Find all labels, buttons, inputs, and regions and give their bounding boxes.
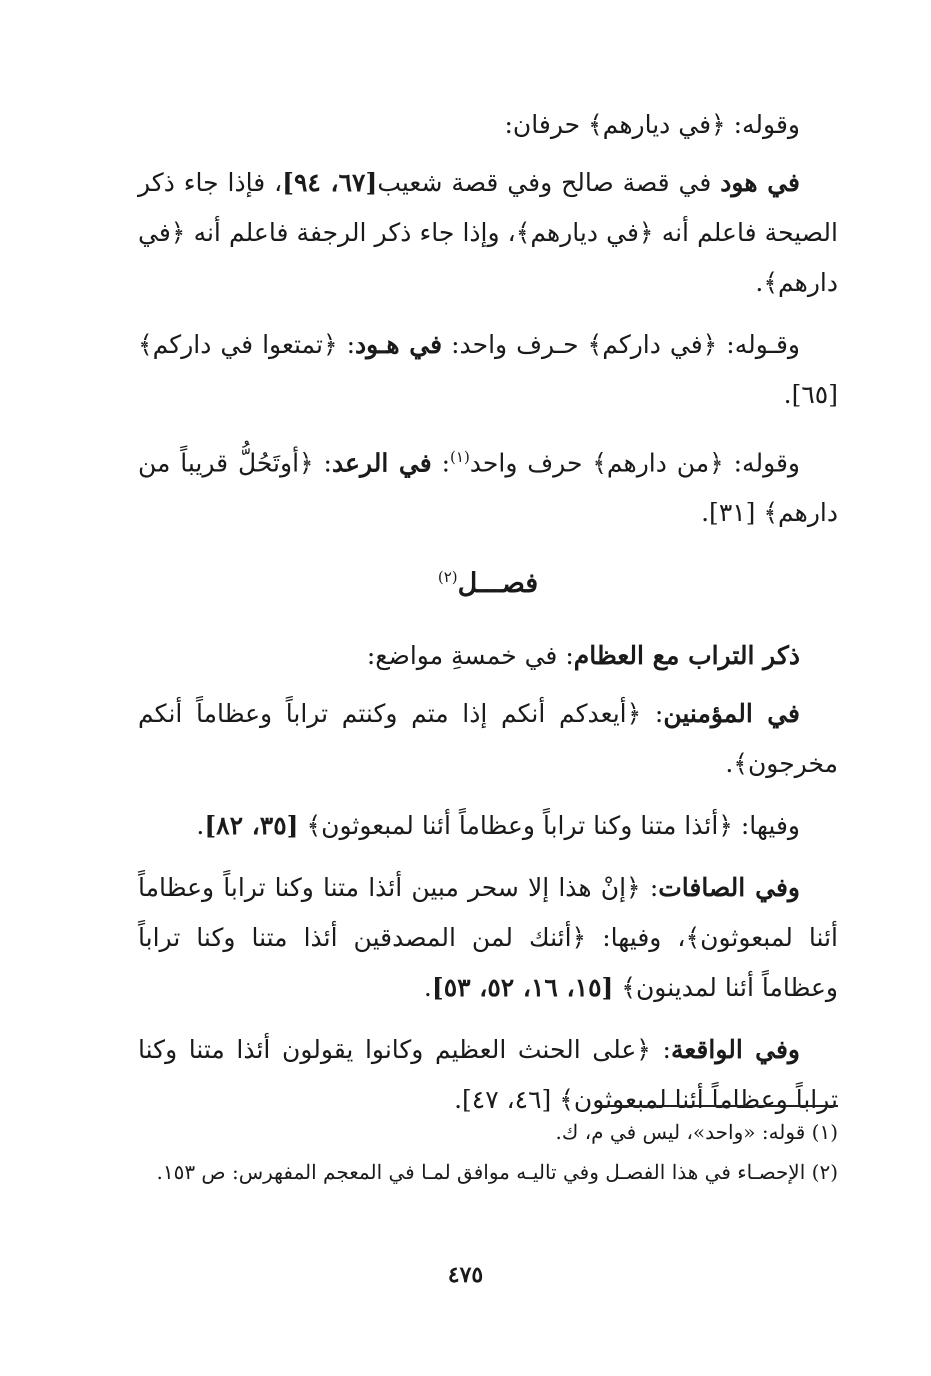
bold-text: ذكر التراب مع العظام xyxy=(573,641,800,671)
paragraph-p3 xyxy=(138,320,838,420)
bold-text: في هود xyxy=(720,168,800,197)
bold-text: [١٥، ١٦، ٥٢، ٥٣] xyxy=(431,973,614,1003)
heading-text: فصـــل xyxy=(457,568,539,600)
bold-text: [٦٧، ٩٤] xyxy=(282,168,378,197)
footnote-1: (١) قوله: «واحد»، ليس في م، ك. xyxy=(555,1120,838,1144)
paragraph-p4 xyxy=(138,432,838,538)
text-segment: : ﴿أيعدكم أنكم إذا متم وكنتم تراباً وعظاماً أنكم مخرجون﴾. xyxy=(138,699,838,779)
text-segment: . xyxy=(196,811,205,841)
bold-text: وفي الصافات xyxy=(658,873,800,903)
bold-text: [٣٥، ٨٢] xyxy=(204,811,299,841)
section-heading xyxy=(138,552,838,609)
paragraph-p2 xyxy=(138,158,838,308)
footnotes xyxy=(138,1112,838,1192)
text-segment: : ﴿أوتَحُلُّ قريباً من دارهم﴾ [٣١]. xyxy=(138,448,838,528)
footnote-2: (٢) الإحصـاء في هذا الفصـل وفي تاليـه موافق لمـا في المعجم المفهرس: ص ١٥٣. xyxy=(156,1160,838,1184)
text-segment: : في خمسةِ مواضع: xyxy=(366,641,574,671)
text-segment: : xyxy=(431,448,451,478)
paragraph-p5 xyxy=(138,631,838,681)
text-segment: وقوله: ﴿من دارهم﴾ حرف واحد xyxy=(469,448,801,478)
text-segment: وفيها: ﴿أئذا متنا وكنا تراباً وعظاماً أئنا لمبعوثون﴾ xyxy=(298,811,800,841)
section-two xyxy=(138,631,838,1125)
section-one xyxy=(138,100,838,538)
text-segment: ، فإذا جاء ذكر الصيحة فاعلم أنه ﴿في ديارهم﴾، وإذا جاء ذكر الرجفة فاعلم أنه ﴿في دارهم﴾. xyxy=(138,168,838,297)
text-segment: : ﴿تمتعوا في داركم﴾ [٦٥]. xyxy=(138,330,838,409)
paragraph-p1 xyxy=(138,100,838,150)
paragraph-p6 xyxy=(138,689,838,789)
text-segment: : ﴿إنْ هذا إلا سحر مبين أئذا متنا وكنا تراباً وعظاماً أئنا لمبعوثون﴾، وفيها: ﴿أئنك لمن المصدقين أئذا متنا وكنا تراباً وعظاماً أئنا لمدينون﴾ xyxy=(138,873,838,1003)
text-segment: وقـوله: ﴿في داركم﴾ حـرف واحد: xyxy=(442,330,800,359)
footnote-ref: (١) xyxy=(450,448,470,466)
page-body xyxy=(138,100,838,1137)
text-segment: وقوله: ﴿في ديارهم﴾ حرفان: xyxy=(504,110,800,139)
page-number: ٤٧٥ xyxy=(447,1262,484,1288)
footnote-divider xyxy=(596,1105,838,1107)
bold-text: في المؤمنين xyxy=(663,699,800,729)
text-segment: في قصة صالح وفي قصة شعيب xyxy=(377,168,721,197)
bold-text: في هـود xyxy=(355,330,443,359)
paragraph-p7 xyxy=(138,801,838,851)
text-segment: : ﴿على الحنث العظيم وكانوا يقولون أئذا متنا وكنا تراباً وعظاماً أئنا لمبعوثون﴾ [٤٦، ٤٧]. xyxy=(138,1035,838,1115)
paragraph-p9 xyxy=(138,1025,838,1125)
bold-text: وفي الواقعة xyxy=(670,1035,800,1065)
heading-note-ref: (٢) xyxy=(437,568,458,587)
paragraph-p8 xyxy=(138,863,838,1013)
text-segment: . xyxy=(423,973,432,1003)
bold-text: في الرعد xyxy=(331,448,432,478)
